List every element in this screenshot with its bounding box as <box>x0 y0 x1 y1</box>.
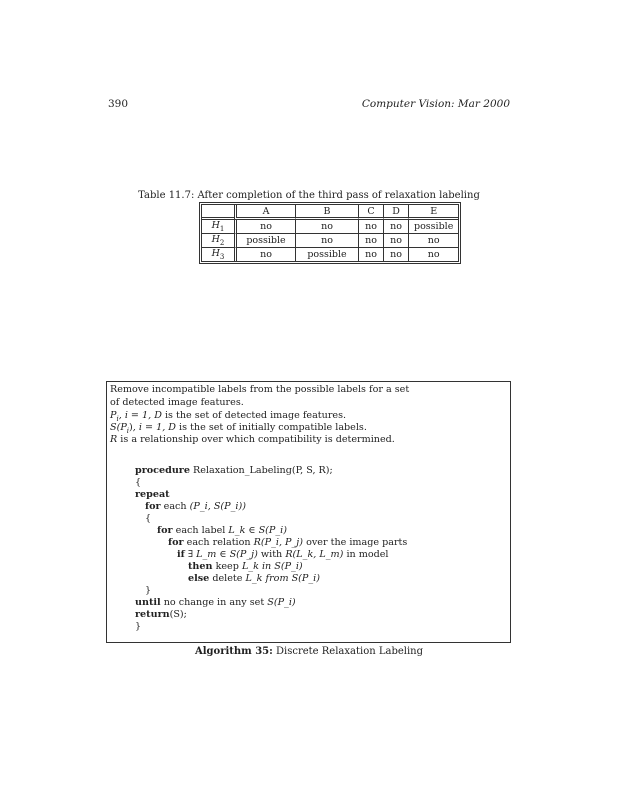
running-title: Computer Vision: Mar 2000 <box>361 98 510 110</box>
col-header: D <box>383 205 408 220</box>
table-cell: no <box>358 248 383 261</box>
code-brace: } <box>145 585 152 596</box>
table-cell: no <box>408 248 458 261</box>
code-else-line: else delete L_k from S(P_i) <box>188 573 320 584</box>
col-header: C <box>358 205 383 220</box>
col-header: A <box>234 205 295 220</box>
table-row <box>202 220 458 234</box>
algorithm-intro-line: $P_i$, i = 1, D is the set of detected image features. <box>110 410 347 423</box>
page-number: 390 <box>108 98 129 110</box>
algorithm-intro-line: Remove incompatible labels from the possible labels for a set <box>110 384 410 395</box>
code-if-line: if ∃ L_m ∈ S(P_j) with R(L_k, L_m) in model <box>177 549 389 560</box>
table-row <box>202 248 458 261</box>
table-cell: no <box>383 248 408 261</box>
code-brace: } <box>135 621 142 632</box>
code-return-line: return(S); <box>135 609 187 620</box>
table-caption: Table 11.7: After completion of the third pass of relaxation labeling <box>138 190 480 201</box>
table-cell: no <box>408 234 458 248</box>
table-cell: no <box>383 234 408 248</box>
algorithm-box <box>106 381 511 643</box>
row-label: $H_2$ <box>202 234 234 248</box>
code-until-line: until no change in any set S(P_i) <box>135 597 296 608</box>
table-cell: no <box>358 220 383 234</box>
table-cell: no <box>358 234 383 248</box>
code-brace: { <box>135 477 142 488</box>
table-cell: possible <box>408 220 458 234</box>
algorithm-caption: Algorithm 35: Discrete Relaxation Labeling <box>194 646 424 657</box>
algorithm-intro-line: R is a relationship over which compatibility is determined. <box>110 434 395 445</box>
relaxation-table <box>199 202 461 264</box>
col-header: B <box>295 205 358 220</box>
table-cell: no <box>234 248 295 261</box>
table-cell: no <box>234 220 295 234</box>
code-then-line: then keep L_k in S(P_i) <box>188 561 303 572</box>
table-row <box>202 234 458 248</box>
table-cell: no <box>295 220 358 234</box>
col-header: E <box>408 205 458 220</box>
code-brace: { <box>145 513 152 524</box>
row-label: $H_1$ <box>202 220 234 234</box>
table-cell: possible <box>234 234 295 248</box>
table-cell: possible <box>295 248 358 261</box>
row-label: $H_3$ <box>211 247 225 261</box>
code-for-label-line: for each label L_k ∈ S(P_i) <box>157 525 287 536</box>
algorithm-intro-line: $S(P_i)$, i = 1, D is the set of initially compatible labels. <box>110 422 367 435</box>
algorithm-intro-line: of detected image features. <box>110 397 244 408</box>
code-repeat-line: repeat <box>135 489 170 500</box>
code-for-relation-line: for each relation R(P_i, P_j) over the image parts <box>168 537 408 548</box>
table-corner <box>202 205 234 220</box>
code-procedure-line: procedure Relaxation_Labeling(P, S, R); <box>135 465 333 476</box>
code-for-each-line: for each (P_i, S(P_i)) <box>145 501 246 512</box>
table-cell: no <box>383 220 408 234</box>
table-header-row <box>202 205 458 220</box>
table-cell: no <box>295 234 358 248</box>
